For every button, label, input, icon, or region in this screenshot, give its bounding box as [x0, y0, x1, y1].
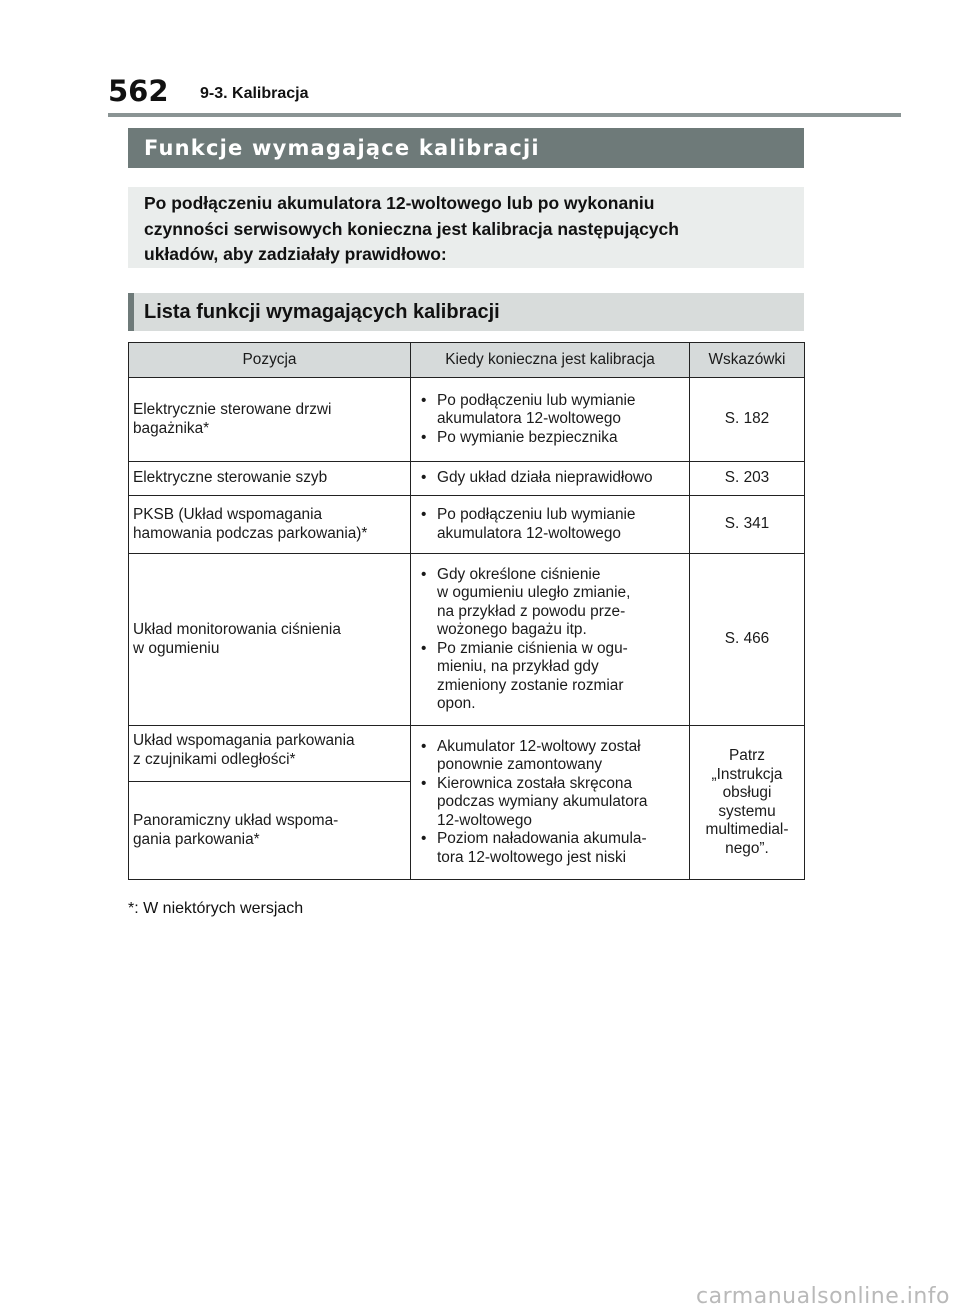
bullet-line: podczas wymiany akumulatora [437, 793, 648, 811]
position-cell [129, 782, 411, 880]
manual-reference-line: systemu [718, 802, 776, 820]
position-line: z czujnikami odległości* [133, 750, 296, 768]
column-header-position: Pozycja [129, 343, 411, 378]
list-item [415, 392, 685, 429]
bullet-line: • Po podłączeniu lub wymianie [437, 391, 636, 409]
bullet-line: • Gdy układ działa nieprawidłowo [437, 469, 653, 487]
bullet-line: • Po zmianie ciśnienia w ogu- [437, 639, 628, 657]
manual-reference-line: obsługi [722, 784, 772, 801]
table-row [129, 378, 805, 462]
title-bar [128, 128, 804, 168]
column-header-when: Kiedy konieczna jest kalibracja [411, 343, 690, 378]
intro-line: czynności serwisowych konieczna jest kalibracja następujących [144, 218, 679, 239]
bullet-line: mieniu, na przykład gdy [437, 658, 599, 675]
list-item [415, 469, 685, 488]
manual-reference-line: Patrz [729, 747, 765, 764]
when-cell [411, 726, 690, 880]
footnote: *: W niektórych wersjach [128, 900, 304, 917]
bullet-line: • Akumulator 12-woltowy został [437, 737, 641, 755]
table-row [129, 726, 805, 782]
page-reference: S. 203 [724, 469, 770, 487]
bullet-line: • Po wymianie bezpiecznika [437, 428, 618, 446]
watermark: carmanualsonline.info [696, 1284, 950, 1309]
position-line: Elektrycznie sterowane drzwi [133, 401, 332, 418]
when-list [415, 392, 685, 448]
when-cell [411, 378, 690, 462]
position-cell [129, 554, 411, 726]
hint-cell [690, 378, 805, 462]
hint-cell [690, 554, 805, 726]
position-line: Elektryczne sterowanie szyb [133, 469, 328, 487]
position-line: bagażnika* [133, 419, 210, 437]
position-line: w ogumieniu [133, 639, 220, 657]
list-item [415, 640, 685, 714]
page-title: Funkcje wymagające kalibracji [144, 136, 540, 160]
table-header-row [129, 343, 805, 378]
list-item [415, 830, 685, 867]
bullet-line: • Poziom naładowania akumula- [437, 830, 647, 848]
bullet-line: akumulatora 12-woltowego [437, 410, 621, 428]
bullet-line: 12-woltowego [437, 811, 532, 829]
list-item [415, 506, 685, 543]
section-label: 9-3. Kalibracja [200, 85, 309, 102]
table-row [129, 496, 805, 554]
bullet-line: zmieniony zostanie rozmiar [437, 676, 624, 694]
bullet-line: • Kierownica została skręcona [437, 774, 633, 792]
intro-line: układów, aby zadziałały prawidłowo: [144, 244, 447, 264]
bullet-line: w ogumieniu uległo zmianie, [437, 584, 631, 601]
when-list [415, 566, 685, 714]
page-reference: S. 341 [724, 515, 770, 533]
when-list [415, 738, 685, 868]
position-line: Panoramiczny układ wspoma- [133, 812, 339, 829]
position-cell [129, 462, 411, 496]
bullet-line: na przykład z powodu prze- [437, 602, 626, 620]
bullet-line: ponownie zamontowany [437, 756, 603, 774]
list-item [415, 738, 685, 775]
position-line: gania parkowania* [133, 830, 260, 848]
when-list [415, 506, 685, 543]
table-row [129, 462, 805, 496]
when-cell [411, 554, 690, 726]
position-cell [129, 726, 411, 782]
bullet-line: wożonego bagażu itp. [437, 621, 587, 638]
calibration-table [128, 342, 805, 880]
list-item [415, 775, 685, 831]
list-item [415, 566, 685, 640]
subtitle: Lista funkcji wymagających kalibracji [144, 301, 500, 323]
manual-reference-line: nego”. [725, 839, 769, 857]
hint-cell [690, 462, 805, 496]
position-line: Układ monitorowania ciśnienia [133, 621, 341, 638]
list-item [415, 429, 685, 448]
page-reference: S. 182 [724, 410, 770, 428]
position-cell [129, 378, 411, 462]
column-header-hints: Wskazówki [690, 343, 805, 378]
manual-reference-line: „Instrukcja [711, 765, 783, 783]
table-row [129, 554, 805, 726]
when-list [415, 469, 685, 488]
when-cell [411, 496, 690, 554]
hint-cell [690, 726, 805, 880]
hint-cell [690, 496, 805, 554]
bullet-line: tora 12-woltowego jest niski [437, 848, 627, 866]
intro-line: Po podłączeniu akumulatora 12-woltowego lub po wykonaniu [144, 193, 655, 213]
position-cell [129, 496, 411, 554]
bullet-line: • Gdy określone ciśnienie [437, 565, 601, 583]
when-cell [411, 462, 690, 496]
page-number: 562 [108, 74, 169, 108]
intro-box [128, 187, 804, 268]
manual-reference-line: multimedial- [705, 821, 789, 838]
bullet-line: • Po podłączeniu lub wymianie [437, 506, 636, 523]
bullet-line: akumulatora 12-woltowego [437, 524, 621, 542]
position-line: Układ wspomagania parkowania [133, 732, 355, 749]
position-line: hamowania podczas parkowania)* [133, 524, 368, 542]
subtitle-bar [128, 293, 804, 331]
page-reference: S. 466 [724, 630, 770, 648]
header-rule [108, 113, 901, 117]
position-line: PKSB (Układ wspomagania [133, 506, 323, 523]
bullet-line: opon. [437, 695, 476, 712]
